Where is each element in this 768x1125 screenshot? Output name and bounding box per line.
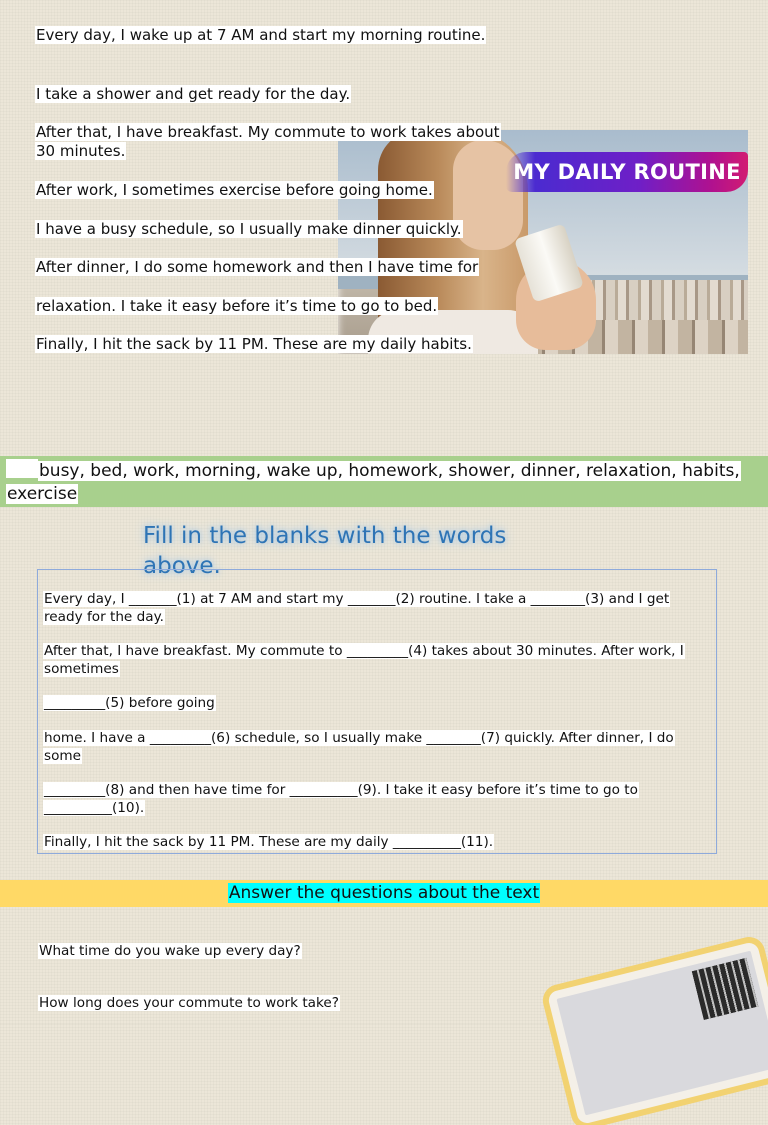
word-bank: [0, 456, 768, 507]
passage-paragraph: I take a shower and get ready for the day.: [36, 85, 351, 103]
passage-paragraph: I have a busy schedule, so I usually make dinner quickly.: [36, 220, 462, 238]
blank-paragraph: _________(5) before going: [44, 695, 215, 711]
instruction-heading: Fill in the blanks with the words above.: [143, 523, 507, 579]
passage-paragraph: relaxation. I take it easy before it’s time to go to bed.: [36, 297, 438, 315]
laptop-keyboard: [692, 958, 758, 1020]
blank-paragraph: After that, I have breakfast. My commute to _________(4) takes about 30 minutes. After work, I sometimes: [44, 643, 684, 677]
blank-paragraph: Finally, I hit the sack by 11 PM. These are my daily __________(11).: [44, 834, 494, 850]
question-item: What time do you wake up every day?: [39, 943, 301, 959]
fill-in-blanks-box: [37, 569, 717, 854]
blank-paragraph: home. I have a _________(6) schedule, so I usually make ________(7) quickly. After dinner, I do some: [44, 730, 674, 764]
passage-paragraph: Finally, I hit the sack by 11 PM. These are my daily habits.: [36, 335, 472, 353]
questions-header: Answer the questions about the text: [228, 883, 540, 903]
passage-paragraph: After work, I sometimes exercise before going home.: [36, 181, 433, 199]
blank-paragraph: _________(8) and then have time for __________(9). I take it easy before it’s time to go to __________(10).: [44, 782, 638, 816]
daily-routine-photo: [338, 130, 748, 354]
blank-paragraph: Every day, I _______(1) at 7 AM and start my _______(2) routine. I take a ________(3) and I get ready for the day.: [44, 591, 670, 625]
word-bank-text: [6, 459, 766, 506]
question-item: How long does your commute to work take?: [39, 995, 339, 1011]
word-bank-words: busy, bed, work, morning, wake up, homework, shower, dinner, relaxation, habits, exercise: [7, 461, 740, 504]
passage-paragraph: After dinner, I do some homework and then I have time for: [36, 258, 479, 276]
passage-paragraph: After that, I have breakfast. My commute to work takes about 30 minutes.: [36, 123, 500, 160]
photo-banner: MY DAILY ROUTINE: [506, 152, 748, 192]
passage-paragraph: Every day, I wake up at 7 AM and start my morning routine.: [36, 26, 486, 44]
word-bank-spacer: [6, 459, 38, 478]
laptop-image: [547, 941, 768, 1125]
questions-header-bar: [0, 880, 768, 907]
